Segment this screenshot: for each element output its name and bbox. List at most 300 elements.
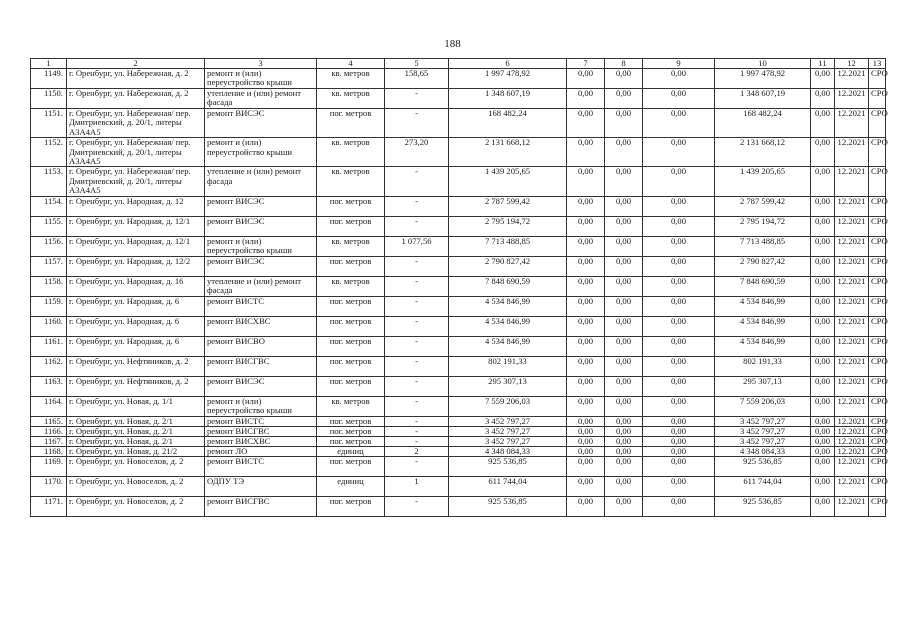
fund-cell-10: 4 348 084,33: [715, 446, 811, 456]
row-number-cell: 1161.: [31, 336, 67, 356]
fund-cell-9: 0,00: [643, 496, 715, 516]
fund-cell-9: 0,00: [643, 256, 715, 276]
work-type-cell: утепление и (или) ремонт фасада: [205, 89, 317, 109]
fund-cell-9: 0,00: [643, 336, 715, 356]
table-row: [31, 109, 886, 138]
fund-cell-8: 0,00: [605, 396, 643, 416]
fund-cell-9: 0,00: [643, 426, 715, 436]
fund-cell-7: 0,00: [567, 416, 605, 426]
column-header-9: 9: [643, 59, 715, 69]
work-type-cell: ремонт ВИСТС: [205, 296, 317, 316]
address-cell: г. Оренбург, ул. Новоселов, д. 2: [67, 496, 205, 516]
fund-cell-10: 295 307,13: [715, 376, 811, 396]
work-type-cell: ремонт ВИСЭС: [205, 196, 317, 216]
quantity-cell: 158,65: [385, 69, 449, 89]
fund-cell-7: 0,00: [567, 436, 605, 446]
column-header-13: 13: [869, 59, 886, 69]
work-type-cell: ремонт ВИСВО: [205, 336, 317, 356]
quantity-cell: -: [385, 426, 449, 436]
deadline-cell: 12.2021: [835, 416, 869, 426]
row-number-cell: 1157.: [31, 256, 67, 276]
total-cost-cell: 1 439 205,65: [449, 167, 567, 196]
method-cell: СРО: [869, 69, 886, 89]
method-cell: СРО: [869, 276, 886, 296]
fund-cell-10: 2 790 827,42: [715, 256, 811, 276]
fund-cell-8: 0,00: [605, 138, 643, 167]
row-number-cell: 1171.: [31, 496, 67, 516]
fund-cell-7: 0,00: [567, 456, 605, 476]
table-row: [31, 167, 886, 196]
total-cost-cell: 4 534 846,99: [449, 296, 567, 316]
fund-cell-10: 7 848 690,59: [715, 276, 811, 296]
unit-cell: пог. метров: [317, 496, 385, 516]
fund-cell-7: 0,00: [567, 496, 605, 516]
register-table: [30, 58, 886, 517]
column-header-12: 12: [835, 59, 869, 69]
fund-cell-7: 0,00: [567, 476, 605, 496]
total-cost-cell: 2 787 599,42: [449, 196, 567, 216]
deadline-cell: 12.2021: [835, 356, 869, 376]
method-cell: СРО: [869, 138, 886, 167]
fund-cell-8: 0,00: [605, 436, 643, 446]
quantity-cell: -: [385, 167, 449, 196]
work-type-cell: ремонт ВИСГВС: [205, 426, 317, 436]
address-cell: г. Оренбург, ул. Набережная/ пер. Дмитриевский, д. 20/1, литеры А3А4А5: [67, 138, 205, 167]
deadline-cell: 12.2021: [835, 316, 869, 336]
method-cell: СРО: [869, 216, 886, 236]
address-cell: г. Оренбург, ул. Народная, д. 12: [67, 196, 205, 216]
quantity-cell: -: [385, 436, 449, 446]
method-cell: СРО: [869, 496, 886, 516]
fund-cell-8: 0,00: [605, 167, 643, 196]
deadline-cell: 12.2021: [835, 236, 869, 256]
fund-cell-8: 0,00: [605, 356, 643, 376]
quantity-cell: -: [385, 276, 449, 296]
unit-cell: единиц: [317, 476, 385, 496]
fund-cell-8: 0,00: [605, 446, 643, 456]
method-cell: СРО: [869, 236, 886, 256]
fund-cell-10: 925 536,85: [715, 496, 811, 516]
unit-cell: пог. метров: [317, 416, 385, 426]
method-cell: СРО: [869, 296, 886, 316]
column-header-6: 6: [449, 59, 567, 69]
fund-cell-10: 4 534 846,99: [715, 336, 811, 356]
table-row: [31, 236, 886, 256]
address-cell: г. Оренбург, ул. Народная, д. 12/2: [67, 256, 205, 276]
cost-per-unit-cell: 0,00: [811, 416, 835, 426]
deadline-cell: 12.2021: [835, 476, 869, 496]
work-type-cell: ремонт ВИСЭС: [205, 256, 317, 276]
total-cost-cell: 802 191,33: [449, 356, 567, 376]
fund-cell-8: 0,00: [605, 296, 643, 316]
total-cost-cell: 168 482,24: [449, 109, 567, 138]
fund-cell-8: 0,00: [605, 69, 643, 89]
fund-cell-8: 0,00: [605, 216, 643, 236]
row-number-cell: 1149.: [31, 69, 67, 89]
method-cell: СРО: [869, 376, 886, 396]
table-row: [31, 196, 886, 216]
row-number-cell: 1154.: [31, 196, 67, 216]
unit-cell: кв. метров: [317, 236, 385, 256]
method-cell: СРО: [869, 167, 886, 196]
column-header-7: 7: [567, 59, 605, 69]
column-header-8: 8: [605, 59, 643, 69]
table-row: [31, 446, 886, 456]
fund-cell-10: 1 997 478,92: [715, 69, 811, 89]
address-cell: г. Оренбург, ул. Новая, д. 2/1: [67, 416, 205, 426]
deadline-cell: 12.2021: [835, 446, 869, 456]
fund-cell-8: 0,00: [605, 256, 643, 276]
row-number-cell: 1163.: [31, 376, 67, 396]
work-type-cell: утепление и (или) ремонт фасада: [205, 276, 317, 296]
unit-cell: кв. метров: [317, 138, 385, 167]
quantity-cell: -: [385, 376, 449, 396]
fund-cell-9: 0,00: [643, 69, 715, 89]
unit-cell: кв. метров: [317, 276, 385, 296]
address-cell: г. Оренбург, ул. Новая, д. 2/1: [67, 426, 205, 436]
fund-cell-10: 802 191,33: [715, 356, 811, 376]
unit-cell: пог. метров: [317, 296, 385, 316]
cost-per-unit-cell: 0,00: [811, 316, 835, 336]
row-number-cell: 1168.: [31, 446, 67, 456]
deadline-cell: 12.2021: [835, 336, 869, 356]
address-cell: г. Оренбург, ул. Народная, д. 6: [67, 296, 205, 316]
row-number-cell: 1156.: [31, 236, 67, 256]
quantity-cell: -: [385, 296, 449, 316]
work-type-cell: ремонт и (или) переустройство крыши: [205, 138, 317, 167]
table-row: [31, 216, 886, 236]
column-header-3: 3: [205, 59, 317, 69]
fund-cell-7: 0,00: [567, 316, 605, 336]
table-body: [31, 69, 886, 517]
fund-cell-10: 2 795 194,72: [715, 216, 811, 236]
work-type-cell: ремонт ВИСГВС: [205, 496, 317, 516]
cost-per-unit-cell: 0,00: [811, 356, 835, 376]
fund-cell-10: 7 713 488,85: [715, 236, 811, 256]
work-type-cell: ремонт ЛО: [205, 446, 317, 456]
row-number-cell: 1158.: [31, 276, 67, 296]
unit-cell: пог. метров: [317, 376, 385, 396]
fund-cell-9: 0,00: [643, 456, 715, 476]
method-cell: СРО: [869, 476, 886, 496]
unit-cell: кв. метров: [317, 167, 385, 196]
method-cell: СРО: [869, 356, 886, 376]
row-number-cell: 1155.: [31, 216, 67, 236]
quantity-cell: -: [385, 496, 449, 516]
cost-per-unit-cell: 0,00: [811, 336, 835, 356]
table-row: [31, 138, 886, 167]
cost-per-unit-cell: 0,00: [811, 396, 835, 416]
deadline-cell: 12.2021: [835, 216, 869, 236]
total-cost-cell: 2 790 827,42: [449, 256, 567, 276]
cost-per-unit-cell: 0,00: [811, 138, 835, 167]
fund-cell-7: 0,00: [567, 236, 605, 256]
total-cost-cell: 925 536,85: [449, 456, 567, 476]
row-number-cell: 1159.: [31, 296, 67, 316]
fund-cell-8: 0,00: [605, 336, 643, 356]
fund-cell-10: 1 439 205,65: [715, 167, 811, 196]
fund-cell-9: 0,00: [643, 416, 715, 426]
total-cost-cell: 4 348 084,33: [449, 446, 567, 456]
deadline-cell: 12.2021: [835, 426, 869, 436]
deadline-cell: 12.2021: [835, 376, 869, 396]
cost-per-unit-cell: 0,00: [811, 456, 835, 476]
unit-cell: единиц: [317, 446, 385, 456]
quantity-cell: -: [385, 396, 449, 416]
unit-cell: пог. метров: [317, 356, 385, 376]
unit-cell: пог. метров: [317, 426, 385, 436]
total-cost-cell: 1 348 607,19: [449, 89, 567, 109]
column-header-11: 11: [811, 59, 835, 69]
row-number-cell: 1167.: [31, 436, 67, 446]
unit-cell: пог. метров: [317, 109, 385, 138]
work-type-cell: утепление и (или) ремонт фасада: [205, 167, 317, 196]
quantity-cell: -: [385, 216, 449, 236]
fund-cell-7: 0,00: [567, 138, 605, 167]
fund-cell-10: 3 452 797,27: [715, 426, 811, 436]
row-number-cell: 1152.: [31, 138, 67, 167]
cost-per-unit-cell: 0,00: [811, 256, 835, 276]
work-type-cell: ремонт ВИСХВС: [205, 436, 317, 446]
address-cell: г. Оренбург, ул. Набережная/ пер. Дмитриевский, д. 20/1, литеры А3А4А5: [67, 109, 205, 138]
deadline-cell: 12.2021: [835, 496, 869, 516]
address-cell: г. Оренбург, ул. Народная, д. 6: [67, 336, 205, 356]
address-cell: г. Оренбург, ул. Новая, д. 21/2: [67, 446, 205, 456]
total-cost-cell: 295 307,13: [449, 376, 567, 396]
fund-cell-9: 0,00: [643, 376, 715, 396]
deadline-cell: 12.2021: [835, 89, 869, 109]
fund-cell-10: 3 452 797,27: [715, 416, 811, 426]
total-cost-cell: 7 713 488,85: [449, 236, 567, 256]
row-number-cell: 1165.: [31, 416, 67, 426]
quantity-cell: -: [385, 456, 449, 476]
fund-cell-10: 2 131 668,12: [715, 138, 811, 167]
total-cost-cell: 7 559 206,03: [449, 396, 567, 416]
total-cost-cell: 611 744,04: [449, 476, 567, 496]
fund-cell-10: 1 348 607,19: [715, 89, 811, 109]
address-cell: г. Оренбург, ул. Новоселов, д. 2: [67, 476, 205, 496]
table-row: [31, 456, 886, 476]
deadline-cell: 12.2021: [835, 69, 869, 89]
method-cell: СРО: [869, 336, 886, 356]
fund-cell-7: 0,00: [567, 376, 605, 396]
address-cell: г. Оренбург, ул. Нефтяников, д. 2: [67, 376, 205, 396]
quantity-cell: -: [385, 109, 449, 138]
unit-cell: пог. метров: [317, 256, 385, 276]
unit-cell: пог. метров: [317, 436, 385, 446]
method-cell: СРО: [869, 196, 886, 216]
cost-per-unit-cell: 0,00: [811, 436, 835, 446]
quantity-cell: -: [385, 89, 449, 109]
unit-cell: кв. метров: [317, 89, 385, 109]
table-row: [31, 436, 886, 446]
cost-per-unit-cell: 0,00: [811, 109, 835, 138]
cost-per-unit-cell: 0,00: [811, 376, 835, 396]
fund-cell-10: 3 452 797,27: [715, 436, 811, 446]
total-cost-cell: 4 534 846,99: [449, 336, 567, 356]
table-row: [31, 336, 886, 356]
fund-cell-10: 168 482,24: [715, 109, 811, 138]
table-row: [31, 69, 886, 89]
method-cell: СРО: [869, 316, 886, 336]
fund-cell-10: 611 744,04: [715, 476, 811, 496]
fund-cell-10: 4 534 846,99: [715, 316, 811, 336]
row-number-cell: 1151.: [31, 109, 67, 138]
unit-cell: пог. метров: [317, 316, 385, 336]
header-row: [31, 59, 886, 69]
deadline-cell: 12.2021: [835, 256, 869, 276]
fund-cell-9: 0,00: [643, 167, 715, 196]
quantity-cell: -: [385, 336, 449, 356]
quantity-cell: -: [385, 196, 449, 216]
total-cost-cell: 7 848 690,59: [449, 276, 567, 296]
fund-cell-9: 0,00: [643, 436, 715, 446]
cost-per-unit-cell: 0,00: [811, 276, 835, 296]
deadline-cell: 12.2021: [835, 138, 869, 167]
method-cell: СРО: [869, 109, 886, 138]
work-type-cell: ремонт ВИСТС: [205, 456, 317, 476]
cost-per-unit-cell: 0,00: [811, 89, 835, 109]
column-header-2: 2: [67, 59, 205, 69]
cost-per-unit-cell: 0,00: [811, 216, 835, 236]
total-cost-cell: 4 534 846,99: [449, 316, 567, 336]
method-cell: СРО: [869, 256, 886, 276]
fund-cell-7: 0,00: [567, 216, 605, 236]
fund-cell-9: 0,00: [643, 316, 715, 336]
fund-cell-9: 0,00: [643, 236, 715, 256]
fund-cell-9: 0,00: [643, 276, 715, 296]
deadline-cell: 12.2021: [835, 276, 869, 296]
table-row: [31, 396, 886, 416]
fund-cell-10: 2 787 599,42: [715, 196, 811, 216]
fund-cell-8: 0,00: [605, 236, 643, 256]
address-cell: г. Оренбург, ул. Набережная, д. 2: [67, 89, 205, 109]
fund-cell-7: 0,00: [567, 109, 605, 138]
fund-cell-7: 0,00: [567, 89, 605, 109]
fund-cell-10: 4 534 846,99: [715, 296, 811, 316]
unit-cell: кв. метров: [317, 69, 385, 89]
address-cell: г. Оренбург, ул. Народная, д. 12/1: [67, 236, 205, 256]
cost-per-unit-cell: 0,00: [811, 236, 835, 256]
register-table-wrapper: [30, 58, 888, 517]
fund-cell-8: 0,00: [605, 196, 643, 216]
fund-cell-7: 0,00: [567, 356, 605, 376]
method-cell: СРО: [869, 426, 886, 436]
fund-cell-7: 0,00: [567, 396, 605, 416]
table-row: [31, 316, 886, 336]
address-cell: г. Оренбург, ул. Народная, д. 12/1: [67, 216, 205, 236]
cost-per-unit-cell: 0,00: [811, 69, 835, 89]
fund-cell-7: 0,00: [567, 167, 605, 196]
deadline-cell: 12.2021: [835, 456, 869, 476]
total-cost-cell: 2 795 194,72: [449, 216, 567, 236]
cost-per-unit-cell: 0,00: [811, 296, 835, 316]
fund-cell-8: 0,00: [605, 456, 643, 476]
work-type-cell: ремонт ВИСЭС: [205, 109, 317, 138]
cost-per-unit-cell: 0,00: [811, 476, 835, 496]
work-type-cell: ремонт ВИСЭС: [205, 376, 317, 396]
row-number-cell: 1164.: [31, 396, 67, 416]
address-cell: г. Оренбург, ул. Народная, д. 6: [67, 316, 205, 336]
method-cell: СРО: [869, 396, 886, 416]
total-cost-cell: 3 452 797,27: [449, 436, 567, 446]
fund-cell-7: 0,00: [567, 446, 605, 456]
address-cell: г. Оренбург, ул. Набережная/ пер. Дмитриевский, д. 20/1, литеры А3А4А5: [67, 167, 205, 196]
row-number-cell: 1162.: [31, 356, 67, 376]
quantity-cell: 273,20: [385, 138, 449, 167]
fund-cell-10: 7 559 206,03: [715, 396, 811, 416]
total-cost-cell: 3 452 797,27: [449, 426, 567, 436]
work-type-cell: ремонт и (или) переустройство крыши: [205, 69, 317, 89]
row-number-cell: 1169.: [31, 456, 67, 476]
work-type-cell: ремонт ВИСТС: [205, 416, 317, 426]
deadline-cell: 12.2021: [835, 109, 869, 138]
total-cost-cell: 925 536,85: [449, 496, 567, 516]
fund-cell-9: 0,00: [643, 396, 715, 416]
quantity-cell: -: [385, 356, 449, 376]
cost-per-unit-cell: 0,00: [811, 446, 835, 456]
fund-cell-9: 0,00: [643, 446, 715, 456]
total-cost-cell: 1 997 478,92: [449, 69, 567, 89]
total-cost-cell: 2 131 668,12: [449, 138, 567, 167]
work-type-cell: ремонт и (или) переустройство крыши: [205, 396, 317, 416]
method-cell: СРО: [869, 436, 886, 446]
fund-cell-9: 0,00: [643, 89, 715, 109]
row-number-cell: 1170.: [31, 476, 67, 496]
table-row: [31, 376, 886, 396]
address-cell: г. Оренбург, ул. Набережная, д. 2: [67, 69, 205, 89]
row-number-cell: 1166.: [31, 426, 67, 436]
quantity-cell: -: [385, 256, 449, 276]
cost-per-unit-cell: 0,00: [811, 196, 835, 216]
fund-cell-9: 0,00: [643, 356, 715, 376]
fund-cell-8: 0,00: [605, 426, 643, 436]
fund-cell-9: 0,00: [643, 109, 715, 138]
fund-cell-8: 0,00: [605, 476, 643, 496]
method-cell: СРО: [869, 89, 886, 109]
table-row: [31, 416, 886, 426]
cost-per-unit-cell: 0,00: [811, 496, 835, 516]
column-header-5: 5: [385, 59, 449, 69]
fund-cell-9: 0,00: [643, 138, 715, 167]
cost-per-unit-cell: 0,00: [811, 167, 835, 196]
unit-cell: пог. метров: [317, 196, 385, 216]
method-cell: СРО: [869, 456, 886, 476]
table-row: [31, 496, 886, 516]
fund-cell-8: 0,00: [605, 376, 643, 396]
quantity-cell: 1: [385, 476, 449, 496]
unit-cell: кв. метров: [317, 396, 385, 416]
table-row: [31, 256, 886, 276]
fund-cell-7: 0,00: [567, 196, 605, 216]
fund-cell-7: 0,00: [567, 69, 605, 89]
work-type-cell: ремонт и (или) переустройство крыши: [205, 236, 317, 256]
table-row: [31, 356, 886, 376]
fund-cell-9: 0,00: [643, 296, 715, 316]
quantity-cell: -: [385, 316, 449, 336]
deadline-cell: 12.2021: [835, 167, 869, 196]
column-header-4: 4: [317, 59, 385, 69]
column-header-10: 10: [715, 59, 811, 69]
unit-cell: пог. метров: [317, 216, 385, 236]
cost-per-unit-cell: 0,00: [811, 426, 835, 436]
fund-cell-7: 0,00: [567, 336, 605, 356]
address-cell: г. Оренбург, ул. Нефтяников, д. 2: [67, 356, 205, 376]
address-cell: г. Оренбург, ул. Народная, д. 16: [67, 276, 205, 296]
table-row: [31, 476, 886, 496]
unit-cell: пог. метров: [317, 336, 385, 356]
fund-cell-7: 0,00: [567, 426, 605, 436]
